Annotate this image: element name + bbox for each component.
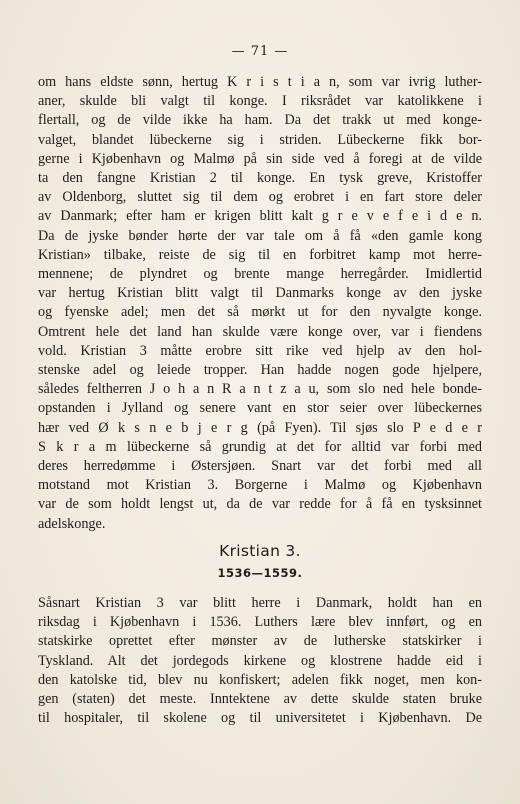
text-line: Tyskland. Alt det jordegods kirkene og klostrene hadde eid i [38,652,482,669]
text-line: således feltherren J o h a n R a n t z a u, som slo ned hele bonde- [38,381,482,398]
text-line: av Oldenborg, sluttet sig til dem og erobret i en fart store deler [38,189,482,206]
text-line: den katolske tid, blev nu konfiskert; adelen fikk noget, men kon- [38,671,482,688]
text-line: stenske adel og leiede tropper. Han hadde nogen gode hjelpere, [38,362,482,379]
text-line: aner, skulde bli valgt til konge. I riksrådet var katolikkene i [38,93,482,110]
text-line: Da de jyske bønder hørte der var tale om å få «den gamle kong [38,227,482,244]
text-line: ta den fangne Kristian 2 til konge. En tysk greve, Kristoffer [38,170,482,187]
text-line: S k r a m lübeckerne så grundig at det for alltid var forbi med [38,438,482,455]
text-line: var hertug Kristian blitt valgt til Danmarks konge av den jyske [38,285,482,302]
text-line: til hospitaler, til skolene og til universitetet i Kjøbenhavn. De [38,710,482,727]
text-line: valget, blandet lübeckerne sig i striden. Lübeckerne fikk bor- [38,131,482,148]
paragraph-2 [38,594,482,728]
text-line: om hans eldste sønn, hertug K r i s t i a n, som var ivrig luther- [38,74,482,90]
text-line: vold. Kristian 3 måtte erobre sitt rike ved hjelp av den hol- [38,342,482,359]
text-line: mennene; de plyndret og brente mange herregårder. Imidlertid [38,266,482,283]
section-years: 1536—1559. [217,566,303,580]
text-line: Omtrent hele det land han skulde være konge over, var i fiendens [38,323,482,340]
text-line: Kristian» tilbake, reiste de sig til en forbitret kamp mot herre- [38,246,482,263]
paragraph-1 [38,73,482,534]
text-line: hær ved Ø k s n e b j e r g (på Fyen). Til sjøs slo P e d e r [38,419,482,436]
text-line: gen (staten) det meste. Inntektene av dette skulde staten bruke [38,691,482,708]
text-line: Såsnart Kristian 3 var blitt herre i Danmark, holdt han en [38,595,482,611]
section-title: Kristian 3. [219,542,301,560]
text-line: av Danmark; efter ham er krigen blitt kalt g r e v e f e i d e n. [38,208,482,225]
text-line: var de som holdt lengst ut, da de var redde for å få en tysksinnet [38,496,482,513]
text-line: motstand mot Kristian 3. Borgerne i Malmø og Kjøbenhavn [38,477,482,494]
text-line: adelskonge. [38,515,106,532]
page-number: — 71 — [231,44,289,59]
text-line: deres herredømme i Østersjøen. Snart var det forbi med all [38,458,482,475]
text-line: flertall, og de vilde ikke ha ham. Da det trakk ut med konge- [38,112,482,129]
text-line: og fyenske adel; men det så mørkt ut for den nyvalgte konge. [38,304,482,321]
text-line: opstanden i Jylland og senere vant en stor seier over lübeckernes [38,400,482,417]
text-line: riksdag i Kjøbenhavn i 1536. Luthers lære blev innført, og en [38,614,482,631]
text-line: statskirke oprettet efter mønster av de lutherske statskirker i [38,633,482,650]
text-line: gerne i Kjøbenhavn og Malmø på sin side ved å foregi at de vilde [38,150,482,167]
